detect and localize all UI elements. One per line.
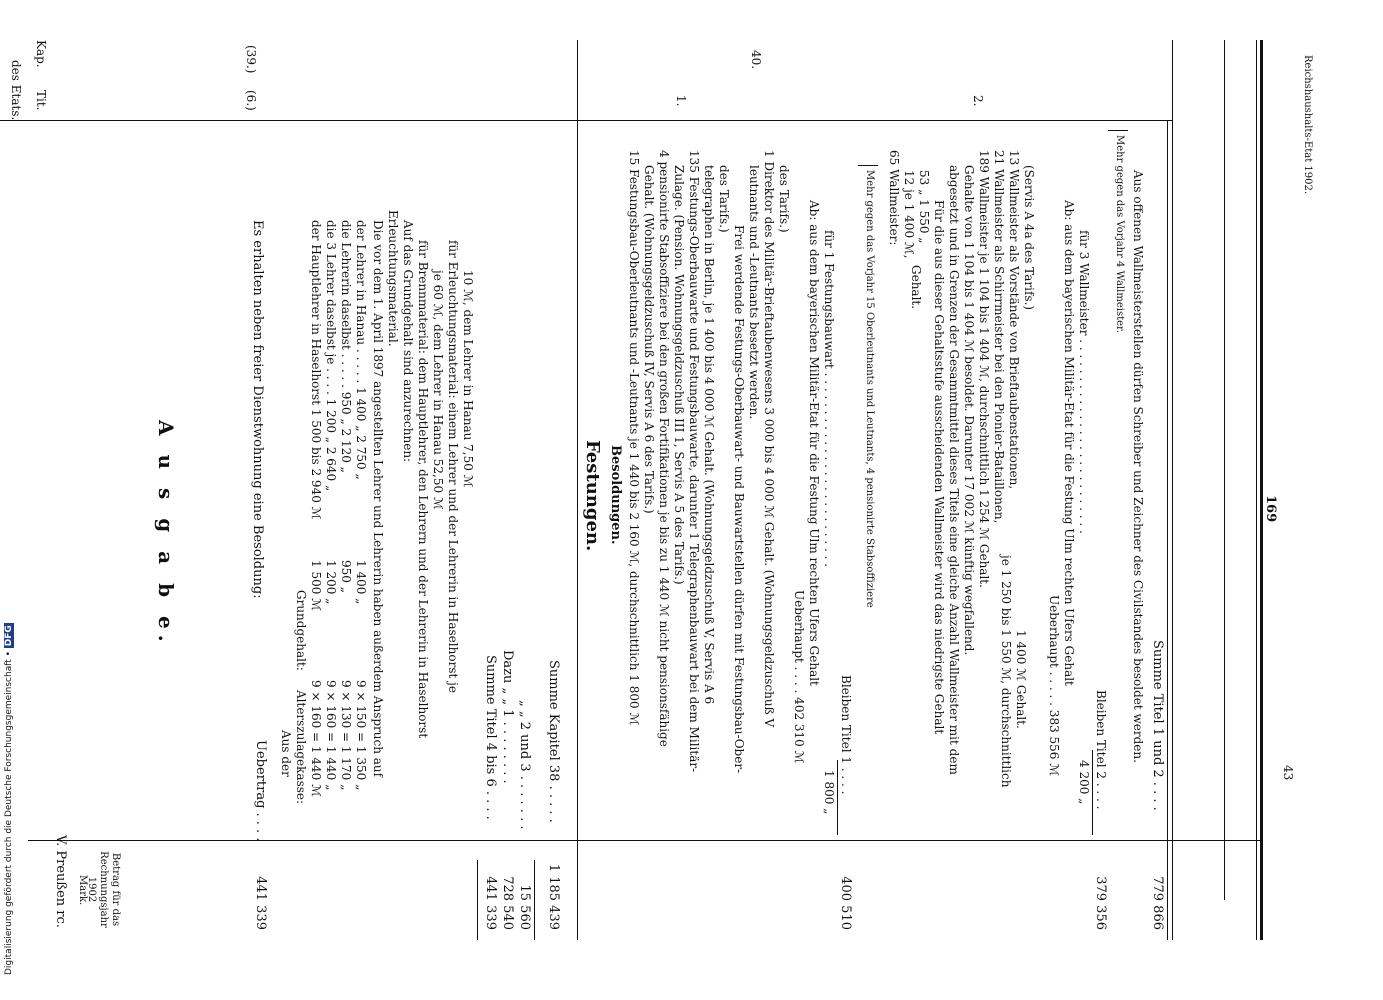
title2-note: Mehr gegen das Vorjahr 4 Wallmeister. — [1114, 135, 1125, 333]
summe-value: 779 866 — [1150, 876, 1165, 930]
digitization-text: Digitalisierung gefördert durch die Deutsche Forschungsgemeinschaft • — [4, 651, 14, 975]
uebertrag-label: Uebertrag . . . . — [253, 740, 268, 842]
alterszulage-head: Alterszulagekasse: — [294, 690, 308, 805]
page-number: 169 — [1263, 495, 1278, 523]
amount-column-rule — [28, 840, 1263, 841]
intro-text-line: 10 ℳ, dem Lehrer in Hanau 7,50 ℳ — [461, 270, 475, 488]
title1-line: Frei werdende Festungs-Oberbauwart- und Bauwartstellen dürfen mit Festungsbau-Ober- — [732, 225, 746, 774]
lehrer-row-az: 9 × 150 = 1 350 „ — [354, 680, 368, 791]
title2-ueberhaupt: Ueberhaupt . . . . . 383 556 ℳ — [1047, 595, 1061, 777]
title1-line: Gehalt. (Wohnungsgeldzuschuß IV, Servis A 6 des Tarifs.) — [642, 165, 656, 514]
title2-brace-gehalt: Gehalt. — [909, 265, 923, 310]
chapter-title: Festungen. — [582, 440, 603, 552]
ref-tit: (6.) — [244, 90, 258, 111]
page-heading: A u s g a b e. — [154, 420, 178, 648]
body-column-rule — [0, 120, 1173, 121]
chapter-subtitle: Besoldungen. — [608, 445, 623, 545]
ref-kap: (39.) — [244, 45, 258, 74]
lehrer-row: der Hauptlehrer in Haselhorst 1 500 bis 2 940 ℳ — [309, 220, 323, 520]
header-bottom-rule — [1172, 40, 1173, 940]
sum-value: 15 560 — [517, 884, 532, 930]
lehrer-row-az: 9 × 130 = 1 170 „ — [339, 680, 353, 791]
title1-ab-rule — [837, 760, 838, 835]
chapter-kap: 40. — [749, 50, 763, 70]
title2-ab: Ab: aus dem bayerischen Militär-Etat für die Festung Ulm rechten Ufers Gehalt — [1062, 200, 1076, 686]
title1-line: 15 Festungsbau-Oberleutnants und -Leutnants je 1 440 bis 2 160 ℳ, durchschnittlich 1 800 ℳ — [627, 150, 641, 726]
title1-line: 1 Direktor des Militär-Brieftaubenwesens 3 000 bis 4 000 ℳ Gehalt. (Wohnungsgeldzuschuß V — [762, 150, 776, 728]
sums-rule — [477, 860, 478, 940]
title1-tit: 1. — [674, 95, 688, 107]
title2-line: (Servis A 4a des Tarifs.) — [1022, 165, 1036, 311]
uebertrag-value: 441 339 — [253, 876, 268, 930]
digitization-note — [4, 623, 14, 975]
title2-line: 189 Wallmeister je 1 104 bis 1 404 ℳ, durchschnittlich 1 254 ℳ Gehalt. — [977, 150, 991, 588]
lehrer-row: die Lehrerin daselbst . . . . . 950 „ 2 120 „ — [339, 220, 353, 473]
top-double-rule-2 — [1256, 40, 1257, 940]
title1-line: Zulage. (Pension. Wohnungsgeldzuschuß III 1, Servis A 5 des Tarifs.) — [672, 165, 686, 585]
intro-text-line: Auf das Grundgehalt sind anzurechnen: — [401, 220, 415, 463]
title2-line: 65 Wallmeister: — [887, 150, 901, 246]
title2-note: Aus offenen Wallmeisterstellen dürfen Schreiber und Zeichner des Civilstandes besoldet werden. — [1131, 170, 1145, 763]
title2-line: Gehalte von 1 104 bis 1 404 ℳ besoldet. Darunter 17 002 ℳ künftig wegfallend. — [962, 165, 976, 656]
summe-rule — [1167, 120, 1168, 940]
lehrer-row-gg: 1 500 ℳ — [309, 560, 323, 611]
intro-text-line: Die vor dem 1. April 1897 angestellten Lehrer und Lehrerin haben außerdem Anspruch auf — [371, 220, 385, 778]
dfg-badge: DFG — [4, 625, 14, 647]
title1-line: des Tarifs.) — [777, 165, 791, 233]
sum-value: 441 339 — [483, 876, 498, 930]
sums-total-rule — [534, 860, 535, 940]
title2-note-bracket — [1108, 130, 1128, 131]
title1-line: telegraphen in Berlin, je 1 400 bis 4 000 ℳ Gehalt. (Wohnungsgeldzuschuß V, Servis A 6 — [702, 165, 716, 705]
intro-text-line: je 60 ℳ, dem Lehrer in Hanau 52,50 ℳ — [431, 270, 445, 510]
sum-value: 1 185 439 — [546, 863, 561, 930]
sum-value: 728 540 — [500, 876, 515, 930]
sum-label: Summe Titel 4 bis 6 . . . . — [483, 655, 498, 820]
intro-text-line: Erleuchtungsmaterial. — [386, 210, 400, 347]
aus-der-label: Aus der — [279, 730, 293, 777]
kap-column-rule — [1224, 40, 1225, 900]
lehrer-row: der Lehrer in Hanau . . . . . 1 400 „ 2 750 „ — [354, 220, 368, 480]
title1-note: Mehr gegen das Vorjahr 15 Oberleutnants und Leutnants, 4 pensionirte Stabsoffiziere — [864, 170, 875, 608]
top-double-rule — [1260, 40, 1263, 940]
sum-label: Summe Kapitel 38 . . . . . — [546, 660, 561, 823]
title2-line: 13 Wallmeister als Vorstände von Brieftaubenstationen, — [1007, 150, 1021, 490]
col-tit-label: Tit. — [34, 90, 48, 111]
intro-line: Es erhalten neben freier Dienstwohnung eine Besoldung: — [250, 220, 265, 599]
col-kap-label: Kap. — [34, 40, 48, 68]
col-mark-label: Mark. — [77, 875, 88, 906]
title1-line: 135 Festungs-Oberbauwarte und Festungsbauwarte, darunter 1 Telegraphenbauwart bei dem Militär- — [687, 150, 701, 773]
title1-line: leutnants und -Leutnants besetzt werden. — [747, 165, 761, 420]
lehrer-row-az: 9 × 160 = 1 440 „ — [324, 680, 338, 791]
title2-bleiben: Bleiben Titel 2 . . . . — [1094, 690, 1108, 810]
col-etat-label: des Etats. — [9, 60, 23, 121]
title1-note-bracket — [858, 165, 878, 166]
intro-text-line: für Erleuchtungsmaterial: einem Lehrer und der Lehrerin in Haselhorst je — [446, 240, 460, 693]
title2-ab-rule — [1092, 750, 1093, 835]
title2-line: Für die aus dieser Gehaltsstufe ausscheidenden Wallmeister wird das niedrigste Gehalt — [932, 200, 946, 735]
title2-je-text: je 1 250 bis 1 550 ℳ, durchschnittlich — [999, 555, 1013, 788]
intro-text-line: für Brennmaterial: dem Hauptlehrer, den Lehrern und der Lehrerin in Haselhorst — [416, 240, 430, 739]
lehrer-row-gg: 950 „ — [339, 560, 353, 593]
lehrer-row-az: 9 × 160 = 1 440 ℳ — [309, 680, 323, 797]
grundgehalt-head: Grundgehalt: — [294, 590, 308, 671]
title1-line: des Tarifs.) — [717, 165, 731, 233]
title1-ueberhaupt: Ueberhaupt . . . . 402 310 ℳ — [792, 590, 806, 764]
title2-value: 379 356 — [1093, 876, 1108, 930]
summe-label: Summe Titel 1 und 2 . . . . — [1150, 640, 1165, 811]
col-amount-label: Betrag für das Rechnungsjahr 1902 — [86, 851, 121, 928]
title2-line: abgesetzt und in Grenzen der Gesammtmittel dieses Titels eine gleiche Anzahl Wallmeister mit dem — [947, 165, 961, 775]
lehrer-row-gg: 1 400 „ — [354, 560, 368, 605]
title1-ab: für 1 Festungsbauwart . . . . . . . . . . . . . . . . . . . . . . . . . . — [822, 230, 836, 568]
section-label: V. Preußen rc. — [53, 835, 68, 928]
lehrer-row: die 3 Lehrer daselbst je . . . . 1 200 „ 2 640 „ — [324, 220, 338, 492]
title1-ab: Ab: aus dem bayerischen Militär-Etat für die Festung Ulm rechten Ufers Gehalt — [807, 200, 821, 686]
title2-line: 53 „ 1 550 „ — [917, 170, 931, 244]
sum-label: „ „ 2 und 3 . . . . . . . — [517, 700, 532, 830]
title2-tit: 2. — [971, 95, 985, 107]
title2-ab-value: 4 200 „ — [1077, 760, 1091, 805]
title1-ab-value: 1 800 „ — [822, 770, 836, 815]
footer-page: 43 — [1281, 765, 1295, 781]
sum-label: Dazu „ „ 1 . . . . . . . . — [500, 650, 515, 784]
chapter-rule — [577, 40, 578, 940]
title1-line: 4 pensionirte Stabsoffiziere bei den großen Fortifikationen je bis zu 1 440 ℳ nicht pensionsfähige — [657, 150, 671, 747]
lehrer-row-gg: 1 200 „ — [324, 560, 338, 605]
title1-bleiben: Bleiben Titel 1 . . . . — [839, 675, 853, 795]
title2-je-text: 1 400 ℳ Gehalt. — [1014, 630, 1028, 729]
title2-line: 21 Wallmeister als Schirrmeister bei den Pionier-Bataillonen, — [992, 150, 1006, 524]
title2-line: 12 je 1 400 ℳ, — [902, 170, 916, 259]
title2-ab: für 3 Wallmeister . . . . . . . . . . . . . . . . . . . . . . . . . . — [1077, 230, 1091, 534]
footer-left: Reichshaushalts-Etat 1902. — [1302, 55, 1313, 195]
title1-value: 400 510 — [838, 876, 853, 930]
